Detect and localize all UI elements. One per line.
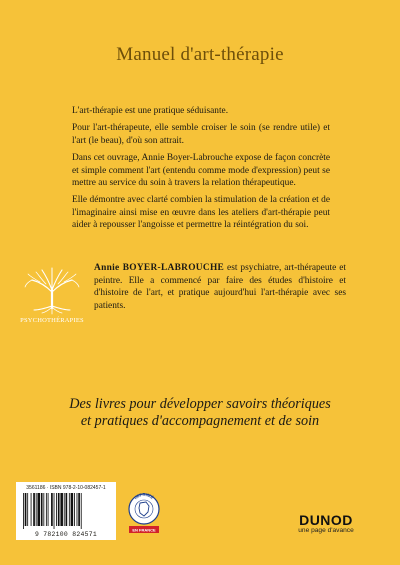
author-bio-text: est psychiatre, art-thérapeute et peintre. Elle a commencé par faire des études d'histoire et d'histoire de l'art, et pratique aujourd'hui l'art-thérapie avec ses patients. [94, 263, 346, 311]
barcode-bar [71, 493, 74, 526]
barcode-bar [66, 493, 68, 526]
collection-label: PSYCHOTHÉRAPIES [20, 317, 84, 324]
publisher-name: DUNOD [299, 512, 353, 528]
barcode-number: 9 782100 824571 [34, 531, 98, 538]
barcode-bar [81, 493, 82, 529]
author-bio [94, 262, 346, 312]
barcode-bar [25, 493, 27, 526]
barcode-top-text: 3561186 · ISBN 978-2-10-082457-1 [26, 485, 106, 491]
tagline-line: Des livres pour développer savoirs théoriques [69, 396, 331, 412]
barcode-bar [78, 493, 80, 526]
summary [72, 105, 330, 237]
summary-paragraph: Dans cet ouvrage, Annie Boyer-Labrouche expose de façon concrète et simple comment l'art (entendu comme mode d'expression) peut se mettre au service du soin à travers la relation thérapeutique. [72, 153, 330, 189]
tagline-line: et pratiques d'accompagnement et de soin [80, 413, 320, 429]
book-title: Manuel d'art-thérapie [116, 44, 284, 65]
barcode-bar [77, 493, 78, 526]
author-name: Annie BOYER-LABROUCHE [94, 263, 225, 273]
publisher-tagline: une page d'avance [298, 527, 354, 534]
barcode-bar [33, 493, 35, 526]
barcode-bar [23, 493, 24, 529]
barcode-bar [69, 493, 70, 526]
barcode-bar [60, 493, 63, 526]
publisher-logo [296, 512, 356, 534]
barcode-bar [74, 493, 75, 526]
barcode-bar [51, 493, 53, 526]
seal-top-text: IMPRIMÉ [133, 492, 155, 501]
barcode-bar [36, 493, 37, 526]
summary-paragraph: L'art-thérapie est une pratique séduisante. [72, 106, 229, 116]
barcode-bar [43, 493, 44, 526]
barcode-bar [41, 493, 43, 526]
summary-paragraph: Elle démontre avec clarté combien la stimulation de la création et de l'imaginaire ainsi mise en œuvre dans les ateliers d'art-thérapie peut aider à repousser l'angoisse et permettre la réintégration du soi. [72, 195, 330, 231]
barcode-bars-icon [22, 493, 110, 529]
barcode-bar [56, 493, 57, 526]
summary-paragraph: Pour l'art-thérapeute, elle semble croiser le soin (se rendre utile) et l'art (le beau), d'où son attrait. [72, 123, 330, 146]
barcode-bar [48, 493, 49, 526]
barcode-bar [27, 493, 28, 526]
isbn-barcode [16, 482, 116, 540]
barcode-bar [54, 493, 55, 529]
seal-bottom-text: EN FRANCE [132, 527, 156, 533]
barcode-bar [31, 493, 32, 526]
printed-in-france-seal-icon [127, 488, 161, 536]
barcode-bar [64, 493, 65, 526]
collection-tagline [0, 396, 400, 430]
barcode-bar [37, 493, 40, 526]
barcode-bar [58, 493, 60, 526]
barcode-bar [46, 493, 47, 526]
